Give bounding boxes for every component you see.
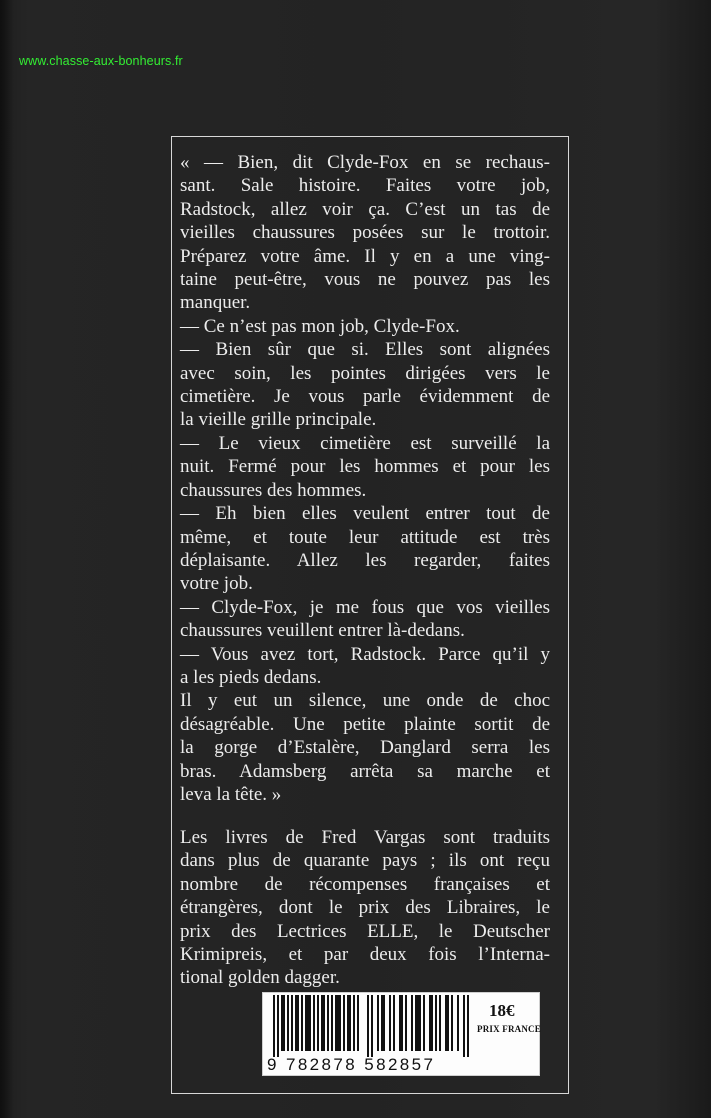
blurb-line: étrangères, dont le prix des Libraires, le bbox=[180, 897, 550, 919]
excerpt-line: la gorge d’Estalère, Danglard serra les bbox=[180, 737, 550, 759]
excerpt-line: — Ce n’est pas mon job, Clyde-Fox. bbox=[180, 315, 460, 337]
excerpt-line: a les pieds dedans. bbox=[180, 666, 322, 688]
excerpt-line: — Le vieux cimetière est surveillé la bbox=[180, 432, 550, 454]
blurb-line: Les livres de Fred Vargas sont traduits bbox=[180, 827, 550, 848]
watermark-url: www.chasse-aux-bonheurs.fr bbox=[19, 54, 183, 68]
excerpt-line: Préparez votre âme. Il y en a une ving- bbox=[180, 245, 550, 267]
blurb-line: tional golden dagger. bbox=[180, 967, 340, 989]
excerpt-line: « — Bien, dit Clyde-Fox en se rechaus- bbox=[180, 152, 550, 173]
excerpt-line: la vieille grille principale. bbox=[180, 409, 377, 431]
excerpt-line: — Bien sûr que si. Elles sont alignées bbox=[180, 339, 550, 361]
excerpt-line: leva la tête. » bbox=[180, 783, 282, 805]
author-blurb bbox=[180, 826, 550, 990]
excerpt-line: bras. Adamsberg arrêta sa marche et bbox=[180, 760, 550, 782]
excerpt-line: chaussures des hommes. bbox=[180, 479, 367, 501]
excerpt-line: Il y eut un silence, une onde de choc bbox=[180, 690, 550, 712]
excerpt-line: manquer. bbox=[180, 292, 251, 314]
blurb-line: dans plus de quarante pays ; ils ont reçu bbox=[180, 850, 550, 872]
excerpt-line: même, et toute leur attitude est très bbox=[180, 526, 550, 548]
excerpt-line: désagréable. Une petite plainte sortit de bbox=[180, 713, 550, 735]
excerpt-line: déplaisante. Allez les regarder, faites bbox=[180, 549, 550, 571]
blurb-line: nombre de récompenses françaises et bbox=[180, 873, 550, 895]
excerpt-line: — Clyde-Fox, je me fous que vos vieilles bbox=[180, 596, 550, 618]
excerpt-line: — Eh bien elles veulent entrer tout de bbox=[180, 503, 550, 525]
excerpt-line: avec soin, les pointes dirigées vers le bbox=[180, 362, 550, 384]
barcode-icon bbox=[273, 995, 469, 1057]
excerpt-line: taine peut-être, vous ne pouvez pas les bbox=[180, 269, 550, 291]
excerpt-line: votre job. bbox=[180, 573, 253, 595]
price: 18€ bbox=[489, 1001, 515, 1020]
price-label: PRIX FRANCE bbox=[477, 1024, 541, 1034]
excerpt-line: chaussures veuillent entrer là-dedans. bbox=[180, 620, 465, 642]
excerpt-line: cimetière. Je vous parle évidemment de bbox=[180, 386, 550, 408]
blurb-line: prix des Lectrices ELLE, le Deutscher bbox=[180, 920, 550, 942]
barcode-panel bbox=[262, 992, 540, 1076]
excerpt-line: nuit. Fermé pour les hommes et pour les bbox=[180, 456, 550, 478]
excerpt-line: vieilles chaussures posées sur le trottoir. bbox=[180, 222, 550, 244]
excerpt-line: sant. Sale histoire. Faites votre job, bbox=[180, 175, 550, 197]
spine-shadow bbox=[0, 0, 14, 1118]
excerpt-line: — Vous avez tort, Radstock. Parce qu’il y bbox=[180, 643, 550, 665]
excerpt-line: Radstock, allez voir ça. C’est un tas de bbox=[180, 198, 550, 220]
faded-background-lettering bbox=[250, 66, 265, 116]
blurb-line: Krimipreis, et par deux fois l’Interna- bbox=[180, 944, 550, 966]
book-excerpt bbox=[180, 151, 550, 806]
isbn-digits: 9 782878 582857 bbox=[267, 1055, 436, 1074]
